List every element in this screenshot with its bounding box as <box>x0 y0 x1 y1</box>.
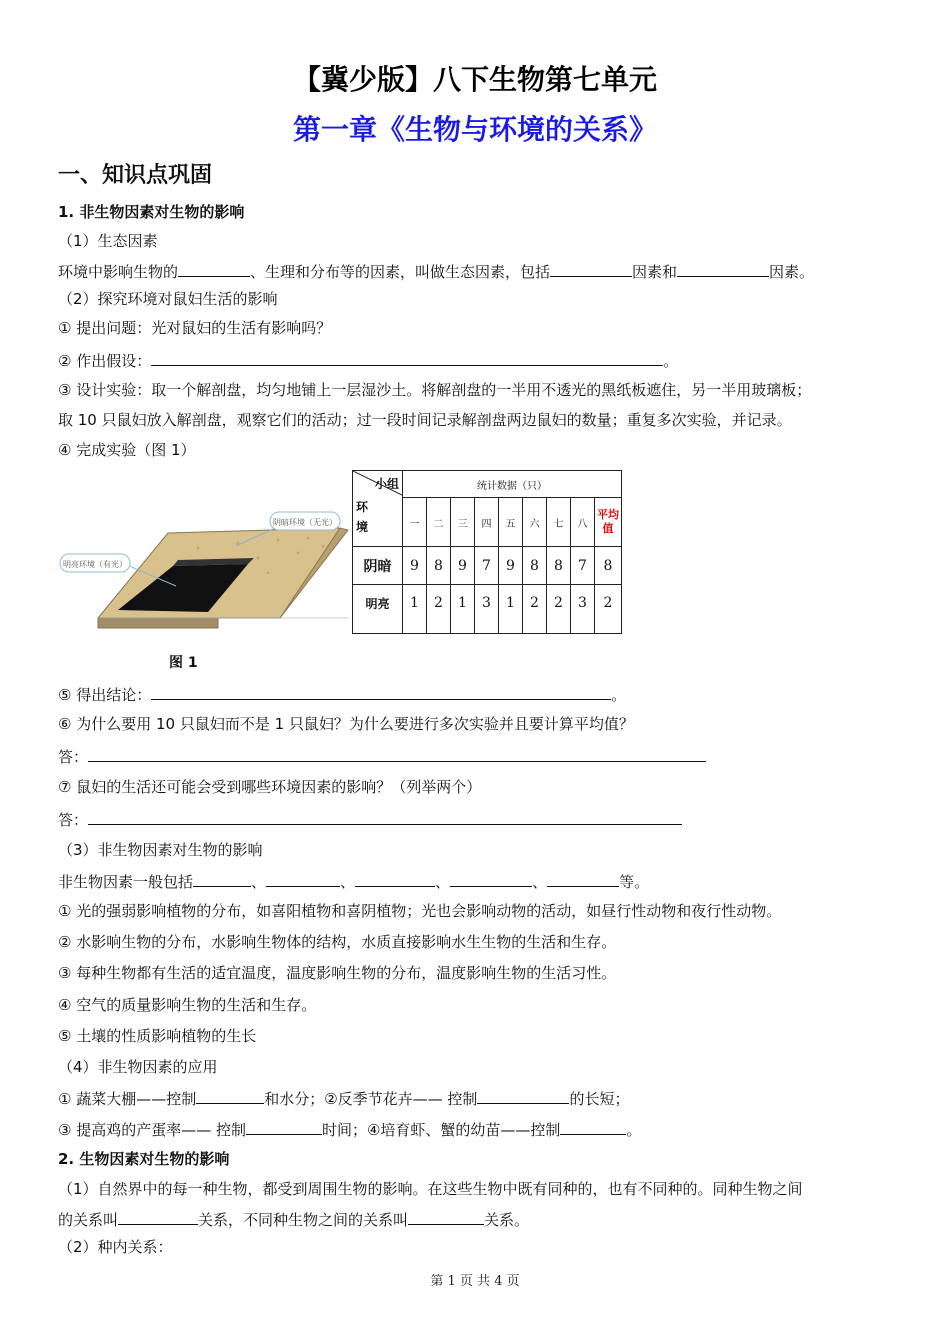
value-cell: 9 <box>499 547 523 585</box>
answer-blank[interactable] <box>88 808 682 825</box>
answer-blank[interactable] <box>178 260 250 277</box>
value-cell: 1 <box>499 585 523 634</box>
value-cell: 7 <box>475 547 499 585</box>
group-header: 二 <box>427 498 451 547</box>
answer-7: 答： <box>58 808 682 830</box>
factor-water: ② 水影响生物的分布，水影响生物体的结构，水质直接影响水生生物的生活和生存。 <box>58 933 617 951</box>
application-1: ① 蔬菜大棚——控制 和水分；②反季节花卉—— 控制 的长短； <box>58 1087 629 1109</box>
section-heading: 一、知识点巩固 <box>58 163 213 188</box>
answer-blank[interactable] <box>547 870 619 887</box>
label-dark-environment: 阴暗环境（无光） <box>273 518 337 527</box>
table-row <box>353 547 622 585</box>
value-cell: 3 <box>475 585 499 634</box>
corner-diagonal <box>353 471 402 546</box>
group-header: 六 <box>523 498 547 547</box>
corner-label-env-1: 环 <box>355 500 369 514</box>
group-header: 三 <box>451 498 475 547</box>
figure-caption: 图 1 <box>169 655 198 671</box>
group-header: 四 <box>475 498 499 547</box>
step-7: ⑦ 鼠妇的生活还可能会受到哪些环境因素的影响？（列举两个） <box>58 778 482 796</box>
step-2: ② 作出假设： 。 <box>58 349 678 371</box>
value-cell: 2 <box>547 585 571 634</box>
answer-blank[interactable] <box>408 1208 484 1225</box>
b2-label: （2）种内关系： <box>58 1238 173 1256</box>
hypothesis-blank[interactable] <box>151 349 663 366</box>
step-4: ④ 完成实验（图 1） <box>58 441 196 459</box>
env-cell: 明亮 <box>353 585 403 634</box>
value-cell: 9 <box>403 547 427 585</box>
document-title: 【冀少版】八下生物第七单元 <box>292 63 657 96</box>
value-cell: 2 <box>523 585 547 634</box>
env-cell: 阴暗 <box>353 547 403 585</box>
answer-blank[interactable] <box>246 1118 322 1135</box>
value-cell: 7 <box>571 547 595 585</box>
answer-blank[interactable] <box>88 745 706 762</box>
p3-label: （3）非生物因素对生物的影响 <box>58 841 263 859</box>
answer-blank[interactable] <box>477 1087 569 1104</box>
conclusion-blank[interactable] <box>151 683 611 700</box>
group-header: 七 <box>547 498 571 547</box>
value-cell: 8 <box>547 547 571 585</box>
step-6: ⑥ 为什么要用 10 只鼠妇而不是 1 只鼠妇？为什么要进行多次实验并且要计算平均值？ <box>58 715 634 733</box>
table-row <box>353 585 622 634</box>
b1-line-2: 的关系叫 关系，不同种生物之间的关系叫 关系。 <box>58 1208 529 1230</box>
answer-blank[interactable] <box>560 1118 626 1135</box>
b1-line-1: （1）自然界中的每一种生物，都受到周围生物的影响。在这些生物中既有同种的，也有不同种的。同种生物之间 <box>58 1180 803 1198</box>
answer-blank[interactable] <box>355 870 435 887</box>
factor-temperature: ③ 每种生物都有生活的适宜温度，温度影响生物的分布，温度影响生物的生活习性。 <box>58 964 617 982</box>
p1-label: （1）生态因素 <box>58 232 158 250</box>
answer-blank[interactable] <box>193 870 251 887</box>
step-5: ⑤ 得出结论： 。 <box>58 683 626 705</box>
group-header: 五 <box>499 498 523 547</box>
value-cell: 9 <box>451 547 475 585</box>
p2-label: （2）探究环境对鼠妇生活的影响 <box>58 290 278 308</box>
group-header: 一 <box>403 498 427 547</box>
page-footer: 第 1 页 共 4 页 <box>430 1274 520 1289</box>
factor-air: ④ 空气的质量影响生物的生活和生存。 <box>58 996 317 1014</box>
application-2: ③ 提高鸡的产蛋率—— 控制 时间；④培育虾、蟹的幼苗——控制 。 <box>58 1118 641 1140</box>
answer-blank[interactable] <box>266 870 340 887</box>
value-cell: 1 <box>403 585 427 634</box>
step-1: ① 提出问题：光对鼠妇的生活有影响吗？ <box>58 319 332 337</box>
value-cell: 8 <box>427 547 451 585</box>
answer-blank[interactable] <box>677 260 769 277</box>
answer-blank[interactable] <box>550 260 632 277</box>
factor-light: ① 光的强弱影响植物的分布，如喜阳植物和喜阴植物；光也会影响动物的活动，如昼行性动物和夜行性动物。 <box>58 902 782 920</box>
table-corner-cell <box>353 471 403 547</box>
chapter-subtitle: 第一章《生物与环境的关系》 <box>292 113 657 146</box>
p4-label: （4）非生物因素的应用 <box>58 1058 218 1076</box>
answer-blank[interactable] <box>118 1208 198 1225</box>
label-light-environment: 明亮环境（有光） <box>63 560 127 569</box>
group-header: 八 <box>571 498 595 547</box>
statistics-table <box>352 470 622 634</box>
average-cell: 2 <box>595 585 622 634</box>
answer-blank[interactable] <box>450 870 532 887</box>
value-cell: 1 <box>451 585 475 634</box>
p1-text: 环境中影响生物的 、生理和分布等的因素，叫做生态因素，包括 因素和 因素。 <box>58 260 814 282</box>
table-header-stats: 统计数据（只） <box>403 471 622 498</box>
corner-label-group: 小组 <box>374 477 400 491</box>
step-3-line-2: 取 10 只鼠妇放入解剖盘，观察它们的活动；过一段时间记录解剖盘两边鼠妇的数量；重复多次实验，并记录。 <box>58 411 792 429</box>
item2-title: 2. 生物因素对生物的影响 <box>58 1150 230 1168</box>
step-3-line-1: ③ 设计实验：取一个解剖盘，均匀地铺上一层湿沙土。将解剖盘的一半用不透光的黑纸板遮住，另一半用玻璃板； <box>58 381 812 399</box>
answer-blank[interactable] <box>196 1087 264 1104</box>
average-cell: 8 <box>595 547 622 585</box>
value-cell: 8 <box>523 547 547 585</box>
item1-title: 1. 非生物因素对生物的影响 <box>58 203 245 221</box>
answer-6: 答： <box>58 745 706 767</box>
average-header: 平均 值 <box>595 498 622 547</box>
value-cell: 2 <box>427 585 451 634</box>
factor-soil: ⑤ 土壤的性质影响植物的生长 <box>58 1027 257 1045</box>
p3-text: 非生物因素一般包括 、 、 、 、 等。 <box>58 870 649 892</box>
value-cell: 3 <box>571 585 595 634</box>
corner-label-env-2: 境 <box>355 520 369 534</box>
